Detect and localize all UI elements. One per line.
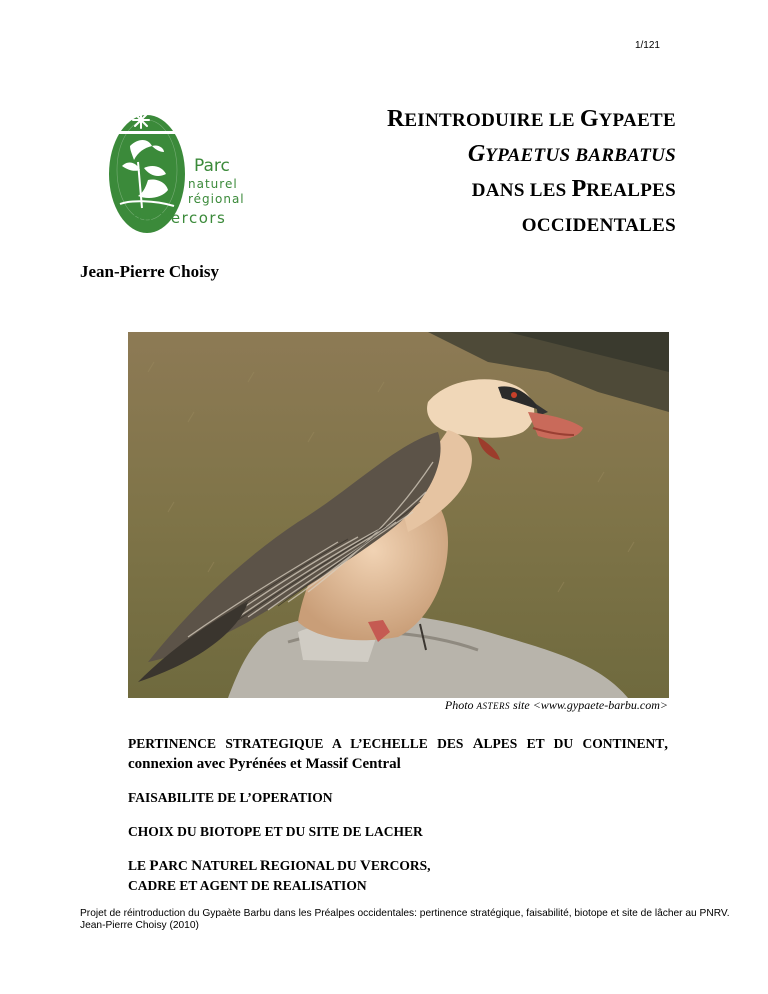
bearded-vulture-photo xyxy=(128,332,669,698)
topic-strategic-relevance: PERTINENCE STRATEGIQUE A L’ECHELLE DES ALPES ET DU CONTINENT, connexion avec Pyrénées et Massif Central xyxy=(128,736,669,772)
logo-text-du-vercors: du Vercors xyxy=(132,209,227,227)
topic-park-role: CADRE ET AGENT DE REALISATION xyxy=(128,878,367,893)
logo-text-regional: régional xyxy=(188,192,245,206)
topic-park-title: LE PARC NATUREL REGIONAL DU VERCORS, xyxy=(128,858,431,874)
topic-feasibility: FAISABILITE DE L’OPERATION xyxy=(128,790,333,805)
author-name: Jean-Pierre Choisy xyxy=(80,262,219,281)
footer-author-line: Jean-Pierre Choisy (2010) xyxy=(80,920,199,931)
document-title xyxy=(387,102,676,242)
photo-caption: Photo ASTERS site <www.gypaete-barbu.com> xyxy=(444,698,668,712)
footer-project-line: Projet de réintroduction du Gypaète Barbu dans les Préalpes occidentales: pertinence stratégique, faisabilité, biotope et site de lâcher au PNRV. xyxy=(80,908,730,919)
title-line-4: OCCIDENTALES xyxy=(521,215,676,236)
logo-text-naturel: naturel xyxy=(188,177,238,191)
title-line-3: DANS LES PREALPES xyxy=(471,176,676,202)
logo-text-parc: Parc xyxy=(194,156,230,176)
title-line-1: REINTRODUIRE LE GYPAETE xyxy=(386,106,676,132)
vulture-photo-image xyxy=(128,332,669,698)
page-number: 1/121 xyxy=(634,40,660,51)
topics-list xyxy=(128,734,668,910)
park-logo xyxy=(108,108,245,233)
title-line-2: GYPAETUS BARBATUS xyxy=(467,141,676,167)
footer xyxy=(80,908,730,932)
topic-biotope-site: CHOIX DU BIOTOPE ET DU SITE DE LACHER xyxy=(128,824,423,839)
